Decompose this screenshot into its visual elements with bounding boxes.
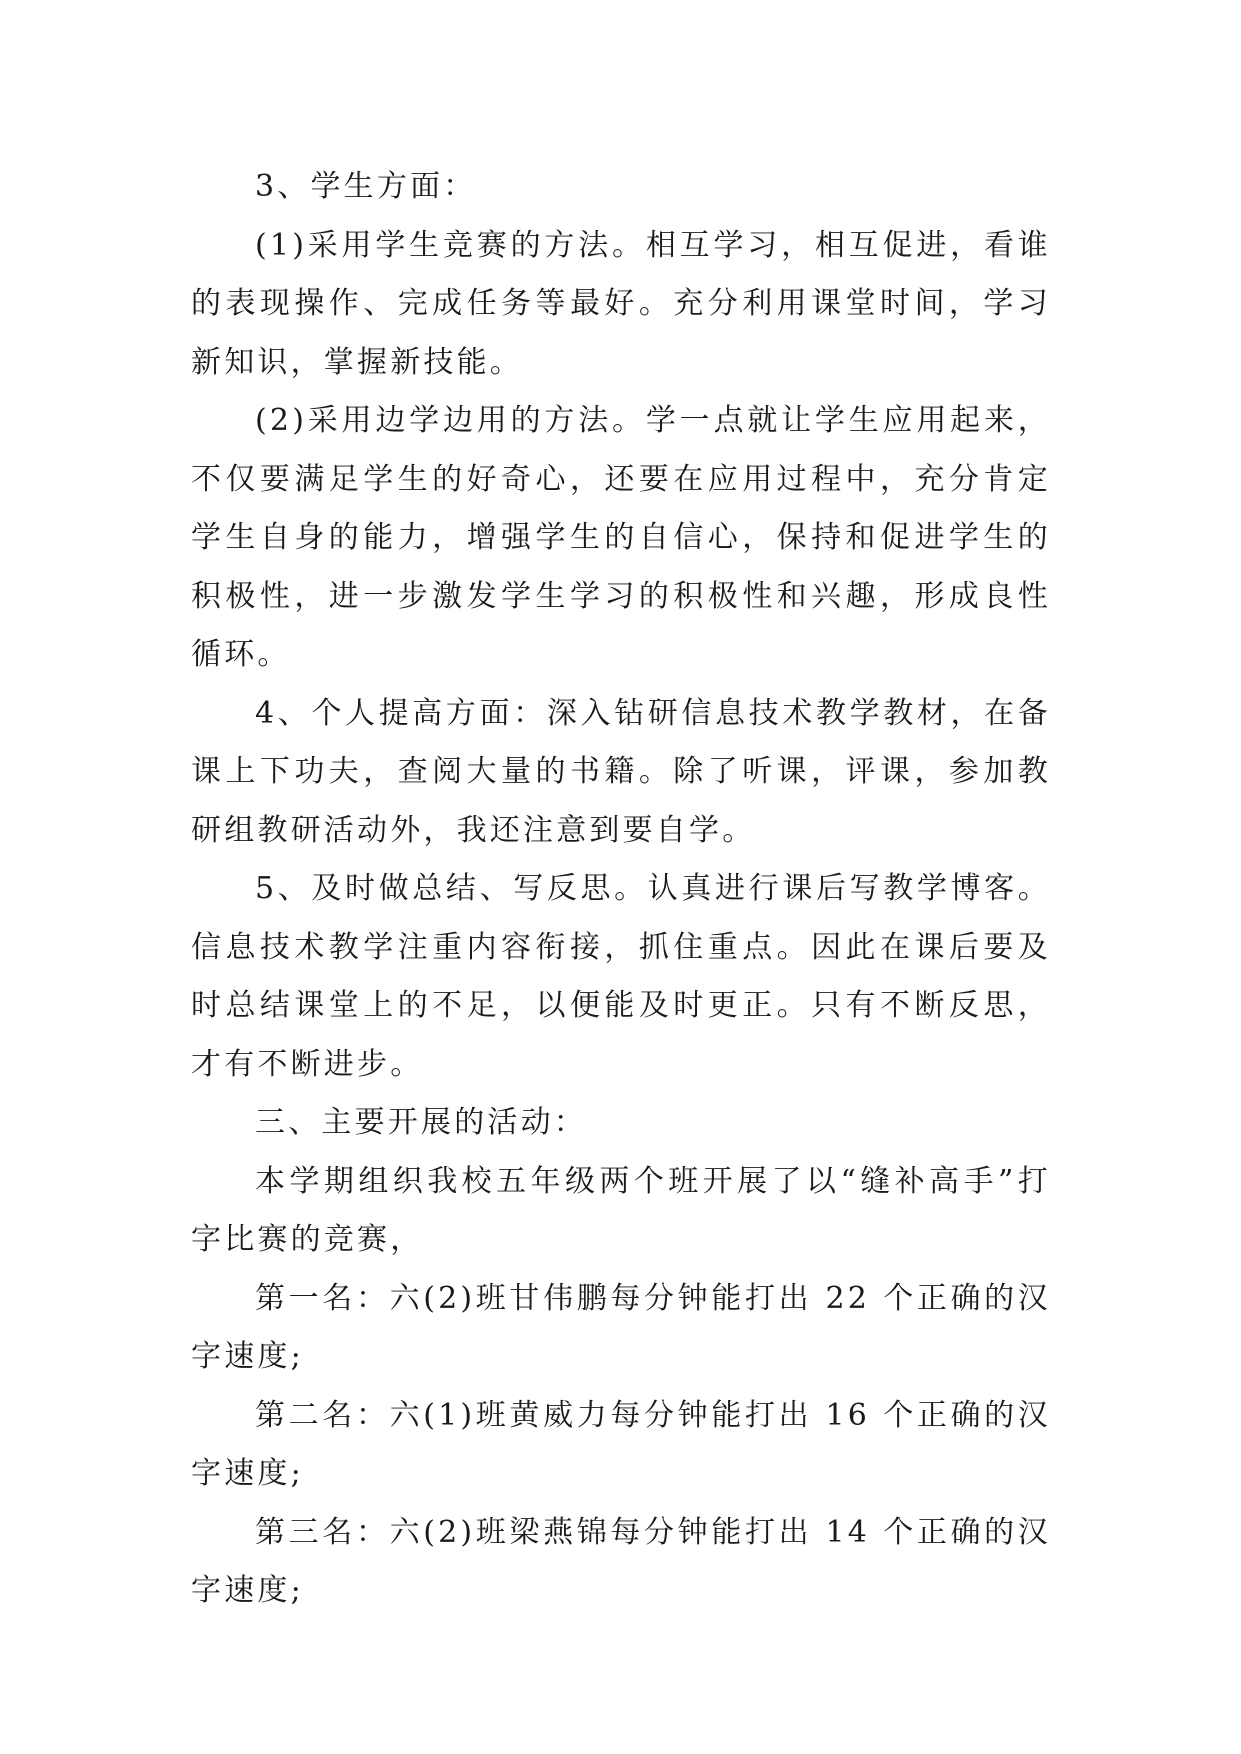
paragraph-first-place: 第一名：六(2)班甘伟鹏每分钟能打出 22 个正确的汉字速度;	[191, 1280, 1051, 1374]
paragraph-competition-method: (1)采用学生竞赛的方法。相互学习，相互促进，看谁的表现操作、完成任务等最好。充分利用课堂时间，学习新知识，掌握新技能。	[191, 227, 1051, 380]
document-body	[191, 158, 1051, 1621]
paragraph-typing-contest: 本学期组织我校五年级两个班开展了以“缝补高手”打字比赛的竞赛，	[191, 1163, 1051, 1257]
paragraph-second-place: 第二名：六(1)班黄威力每分钟能打出 16 个正确的汉字速度;	[191, 1397, 1051, 1491]
paragraph-personal-improvement: 4、个人提高方面：深入钻研信息技术教学教材，在备课上下功夫，查阅大量的书籍。除了听课，评课，参加教研组教研活动外，我还注意到要自学。	[191, 695, 1051, 848]
paragraph-main-activities-heading: 三、主要开展的活动：	[255, 1105, 587, 1140]
paragraph-summary-reflection: 5、及时做总结、写反思。认真进行课后写教学博客。信息技术教学注重内容衔接，抓住重点。因此在课后要及时总结课堂上的不足，以便能及时更正。只有不断反思，才有不断进步。	[191, 871, 1051, 1082]
paragraph-learn-and-apply-method: (2)采用边学边用的方法。学一点就让学生应用起来，不仅要满足学生的好奇心，还要在应用过程中，充分肯定学生自身的能力，增强学生的自信心，保持和促进学生的积极性，进一步激发学生学习的积极性和兴趣，形成良性循环。	[191, 403, 1051, 672]
paragraph-third-place: 第三名：六(2)班梁燕锦每分钟能打出 14 个正确的汉字速度;	[191, 1514, 1051, 1608]
paragraph-student-aspect-heading: 3、学生方面：	[255, 169, 477, 204]
